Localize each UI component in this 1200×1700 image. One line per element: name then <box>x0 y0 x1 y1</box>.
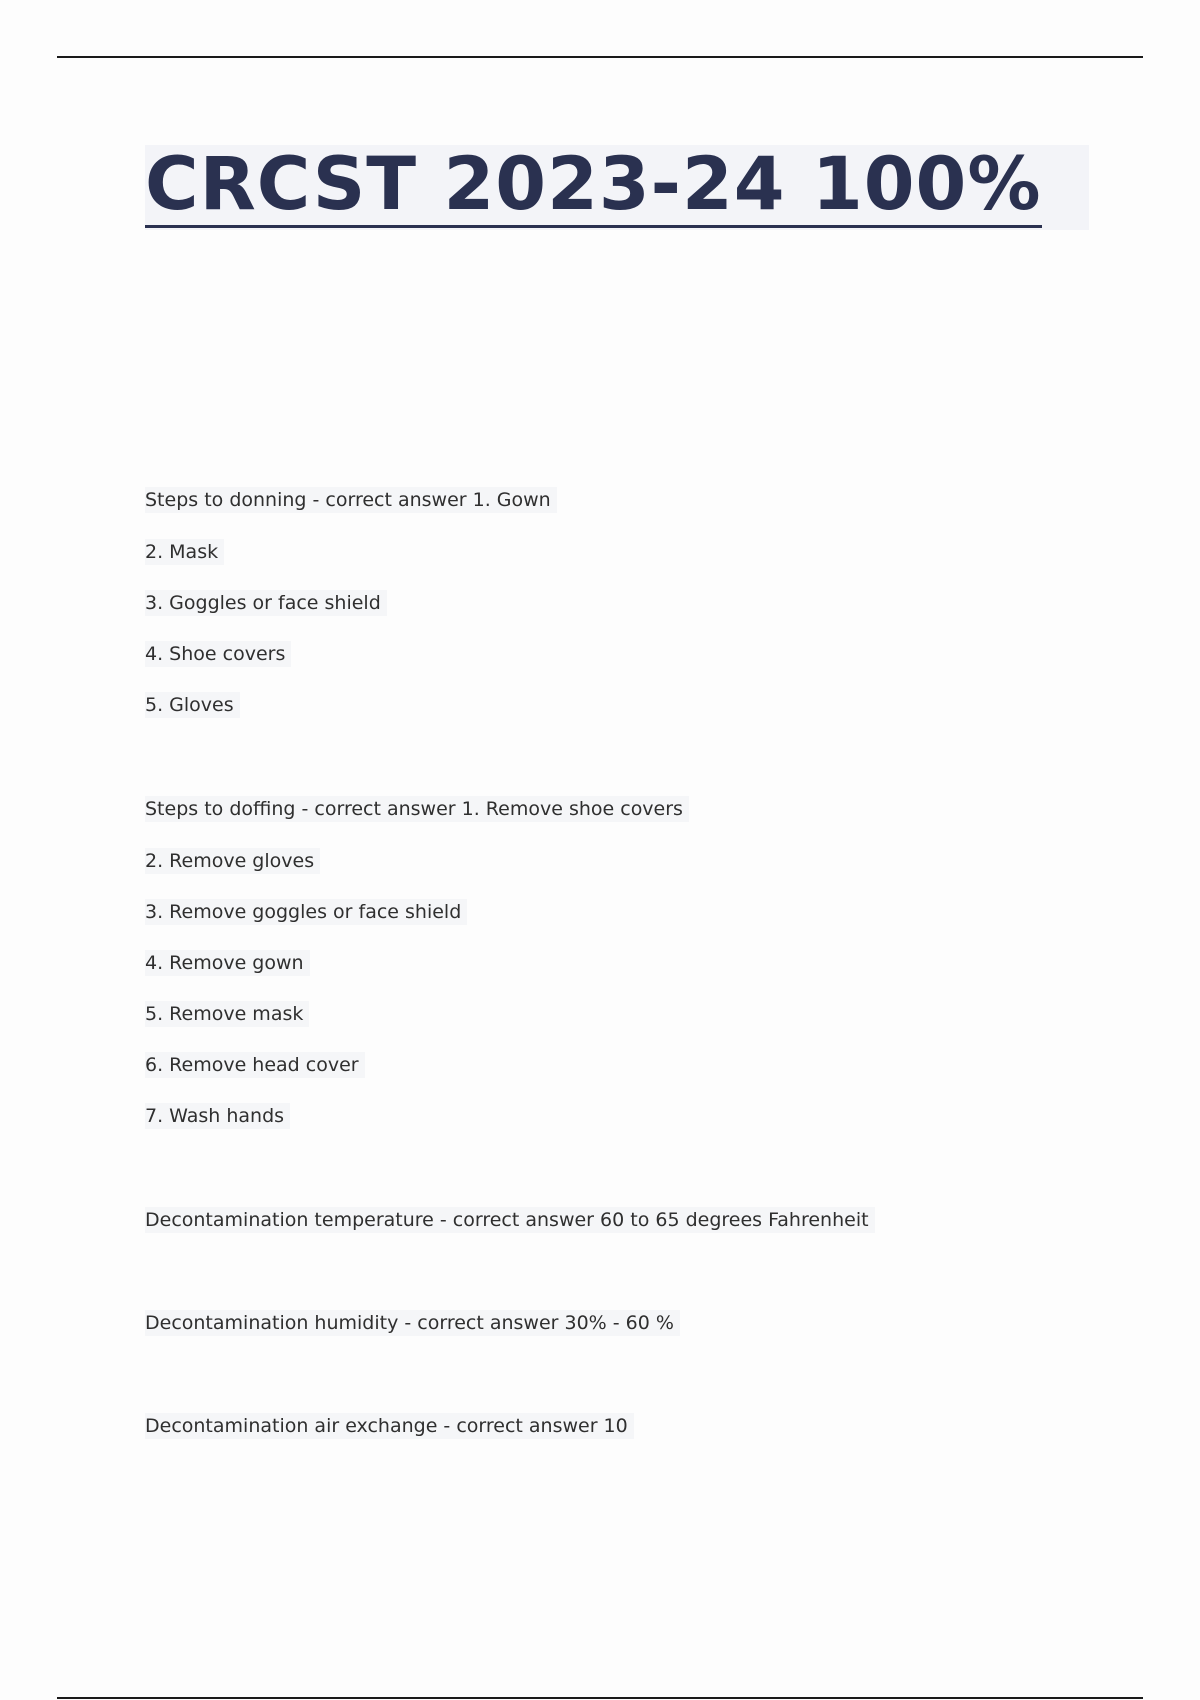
top-rule <box>57 56 1143 58</box>
doffing-step-7: 7. Wash hands <box>145 1103 290 1129</box>
donning-step-5: 5. Gloves <box>145 692 240 718</box>
humidity-answer: Decontamination humidity - correct answer 30% - 60 % <box>145 1310 680 1336</box>
temperature-answer: Decontamination temperature - correct answer 60 to 65 degrees Fahrenheit <box>145 1207 875 1233</box>
doffing-step-3: 3. Remove goggles or face shield <box>145 899 467 925</box>
donning-step-3: 3. Goggles or face shield <box>145 590 387 616</box>
air-exchange-answer: Decontamination air exchange - correct answer 10 <box>145 1413 634 1439</box>
doffing-question: Steps to doffing - correct answer 1. Remove shoe covers <box>145 796 689 822</box>
doffing-step-4: 4. Remove gown <box>145 950 310 976</box>
doffing-step-5: 5. Remove mask <box>145 1001 309 1027</box>
document-title: CRCST 2023-24 100% <box>145 142 1042 227</box>
donning-question: Steps to donning - correct answer 1. Gown <box>145 487 557 513</box>
doffing-step-2: 2. Remove gloves <box>145 848 320 874</box>
donning-step-2: 2. Mask <box>145 539 224 565</box>
donning-step-4: 4. Shoe covers <box>145 641 291 667</box>
bottom-rule <box>57 1697 1143 1699</box>
doffing-step-6: 6. Remove head cover <box>145 1052 365 1078</box>
